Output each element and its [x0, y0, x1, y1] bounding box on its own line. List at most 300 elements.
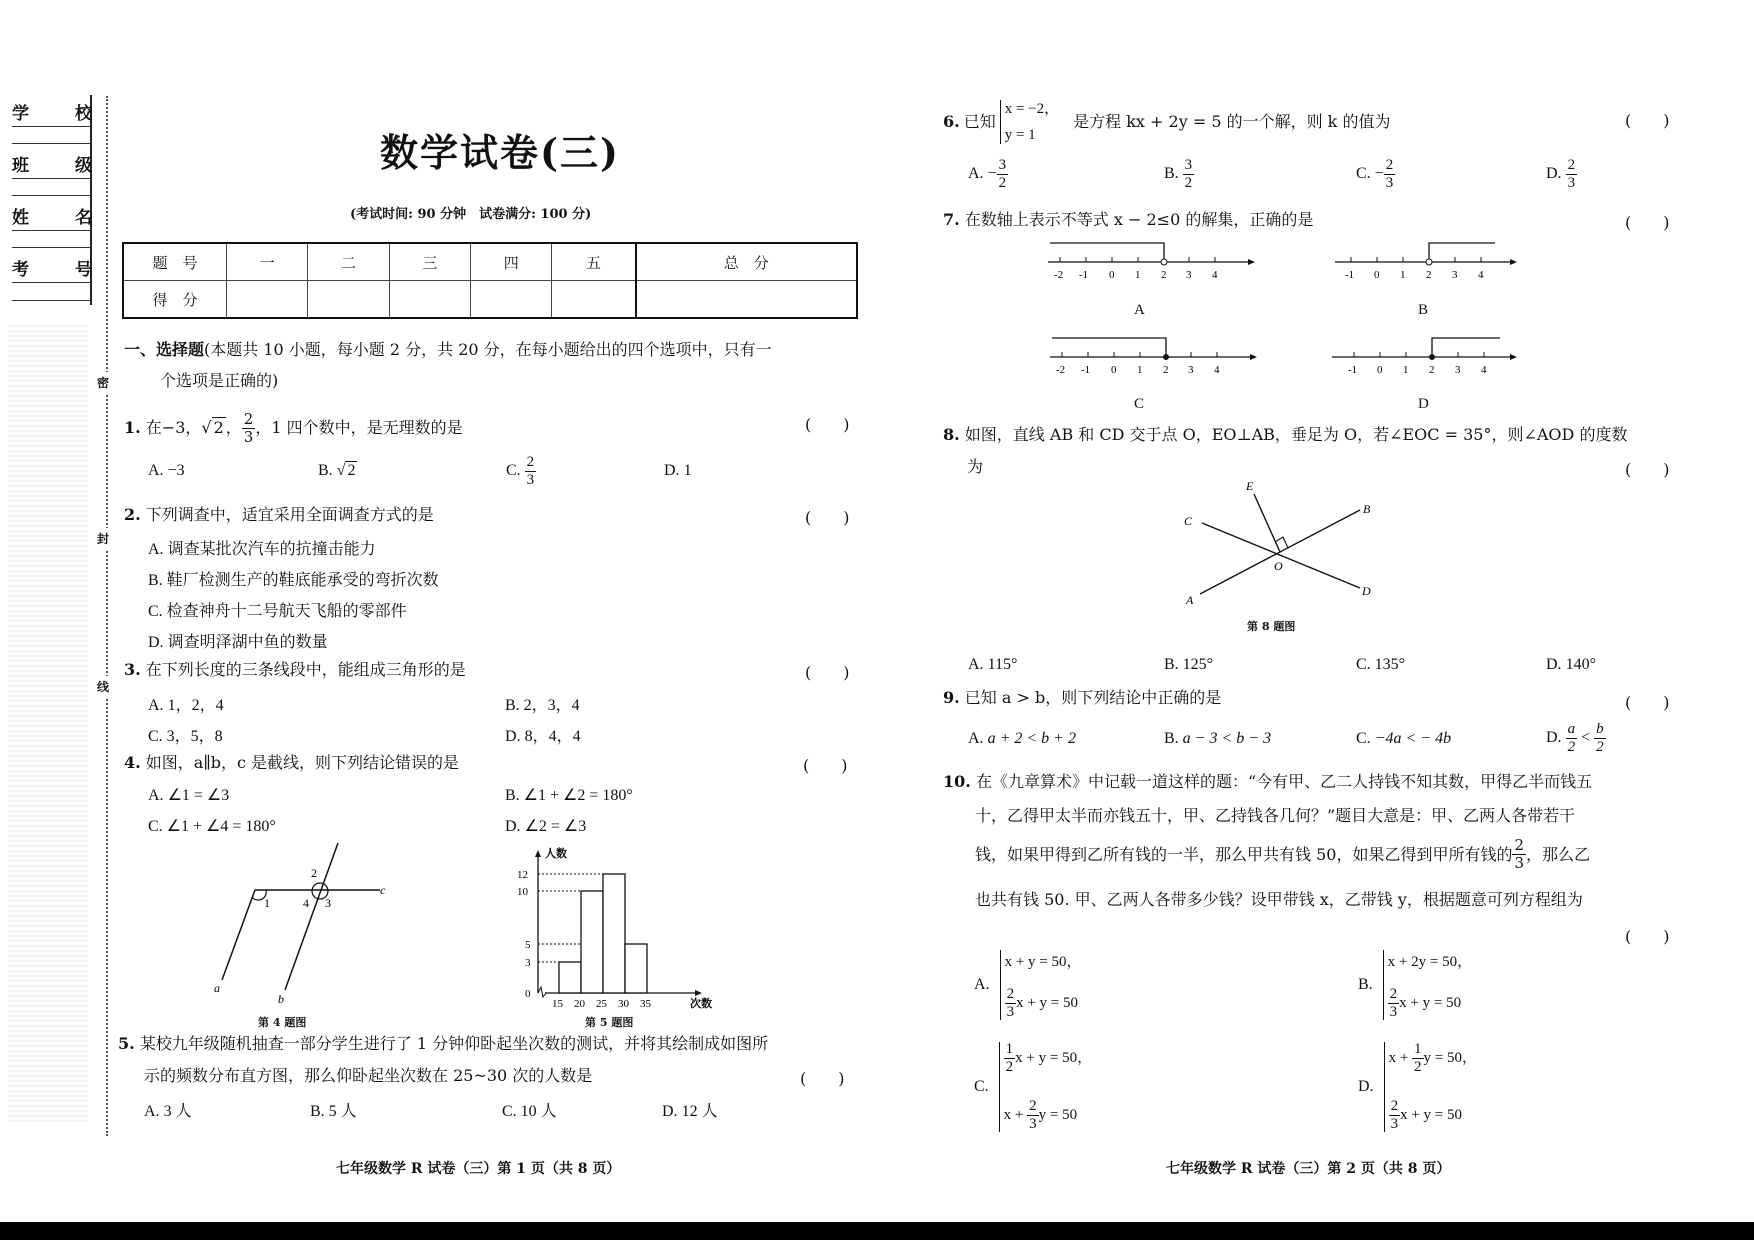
score-cell[interactable] — [552, 281, 636, 319]
option-label: D. — [505, 818, 521, 835]
equation-head: x + — [1003, 1106, 1028, 1123]
question-1: 1. 在−3，√ 2 ， $\frac{2}{3}$ ，1 四个数中，是无理数的是 — [124, 410, 463, 446]
option-value: 1 — [683, 462, 692, 479]
svg-text:4: 4 — [1212, 269, 1218, 281]
fraction — [1412, 1042, 1424, 1075]
option-value: 10 人 — [520, 1103, 557, 1120]
angle-label: 2 — [311, 866, 317, 880]
option-b[interactable] — [505, 692, 580, 715]
number-line-c-label: C — [1134, 396, 1145, 412]
equation-system — [1000, 100, 1059, 144]
denominator: 3 — [526, 472, 535, 488]
answer-blank[interactable]: ( ) — [1625, 693, 1670, 712]
option-a[interactable] — [968, 656, 1017, 674]
question-text: ，1 四个数中，是无理数的是 — [255, 418, 463, 437]
answer-blank[interactable]: ( ) — [805, 508, 850, 527]
denominator: 3 — [1389, 1004, 1398, 1020]
fraction — [1027, 1099, 1039, 1132]
question-text: 某校九年级随机抽查一部分学生进行了 1 分钟仰卧起坐次数的测试，并将其绘制成如图所 — [139, 1034, 769, 1053]
line-label: b — [278, 992, 284, 1006]
equation-tail: y = 50 — [1038, 1106, 1078, 1123]
point-label: A — [1186, 593, 1194, 607]
option-d[interactable] — [148, 629, 328, 652]
option-label: D. — [505, 728, 521, 745]
equation — [1004, 1042, 1092, 1075]
y-axis-label: 人数 — [545, 848, 567, 860]
svg-text:-1: -1 — [1079, 269, 1089, 281]
scan-border-bar — [0, 1222, 1754, 1240]
question-text: 钱，如果甲得到乙所有钱的一半，那么甲共有钱 50，如果乙得到甲所有钱的 — [975, 844, 1513, 864]
label-char: 学 — [12, 104, 29, 124]
option-label: B. — [148, 572, 163, 589]
option-a[interactable] — [968, 158, 1008, 191]
svg-text:-2: -2 — [1056, 364, 1066, 376]
option-label: C. — [148, 818, 163, 835]
question-number: 7. — [943, 210, 960, 229]
line-label: a — [214, 981, 220, 995]
question-number: 4. — [124, 753, 141, 772]
option-label: A. — [144, 1103, 160, 1120]
option-label: D. — [664, 462, 680, 479]
fraction — [1004, 1042, 1016, 1075]
fraction — [997, 158, 1009, 191]
option-d[interactable] — [505, 816, 586, 836]
svg-text:3: 3 — [1188, 364, 1194, 376]
svg-text:3: 3 — [1455, 364, 1461, 376]
option-c[interactable] — [1356, 656, 1405, 674]
option-d[interactable] — [1546, 656, 1596, 674]
numerator: a — [1567, 721, 1576, 737]
fraction — [1512, 838, 1526, 871]
equation-tail: x + y = 50 — [1400, 1106, 1462, 1123]
point-label: E — [1246, 479, 1254, 493]
score-table — [122, 242, 858, 319]
option-d[interactable] — [1546, 722, 1606, 755]
exam-info: (考试时间: 90 分钟 试卷满分: 100 分) — [350, 207, 592, 222]
option-label: D. — [1546, 729, 1562, 747]
equation-tail: x + y = 50， — [1015, 1049, 1093, 1066]
option-a[interactable] — [144, 1098, 192, 1121]
x-tick: 30 — [618, 998, 629, 1010]
number-line-c[interactable] — [1050, 335, 1260, 380]
svg-text:0: 0 — [1111, 364, 1117, 376]
question-text: ，那么乙 — [1526, 844, 1591, 864]
option-d[interactable] — [664, 462, 692, 480]
denominator: 3 — [1390, 1116, 1399, 1132]
numerator: 3 — [1184, 157, 1193, 173]
option-value: 2，3，4 — [523, 697, 580, 714]
svg-text:2: 2 — [1163, 364, 1169, 376]
y-tick: 12 — [517, 869, 528, 881]
numerator: 1 — [1414, 1041, 1422, 1057]
answer-blank[interactable]: ( ) — [1625, 213, 1670, 232]
svg-text:4: 4 — [1214, 364, 1220, 376]
question-text: 下列调查中，适宜采用全面调查方式的是 — [145, 505, 434, 524]
sqrt-value: 2 — [213, 418, 224, 437]
option-a[interactable] — [148, 536, 376, 559]
numerator: 2 — [1385, 157, 1394, 173]
answer-blank[interactable]: ( ) — [1625, 927, 1670, 946]
header-label: 题 号 — [123, 243, 227, 281]
number-line-d-label: D — [1418, 396, 1429, 412]
question-number: 2. — [124, 505, 141, 524]
option-value: 5 人 — [328, 1103, 357, 1120]
bar-20-25 — [581, 891, 603, 993]
figure-8-caption: 第 8 题图 — [1247, 620, 1296, 633]
svg-text:2: 2 — [1426, 269, 1432, 281]
question-text: 在数轴上表示不等式 x − 2≤0 的解集，正确的是 — [964, 210, 1314, 229]
x-axis-label: 次数 — [690, 998, 712, 1010]
option-label: C. — [1356, 730, 1371, 747]
denominator: 3 — [1385, 175, 1394, 191]
option-value: ∠1 + ∠4 = 180° — [166, 818, 276, 835]
denominator: 2 — [1414, 1059, 1422, 1075]
question-number: 9. — [943, 688, 960, 707]
option-value: a + 2 < b + 2 — [987, 730, 1076, 747]
svg-text:2: 2 — [1429, 364, 1435, 376]
answer-blank[interactable]: ( ) — [1625, 460, 1670, 479]
seal-mark-xian: 线 — [97, 676, 109, 697]
option-value: 3，5，8 — [166, 728, 223, 745]
question-text: 是方程 kx + 2y = 5 的一个解，则 k 的值为 — [1073, 112, 1391, 132]
option-label: D. — [148, 634, 164, 651]
option-value: 调查明泽湖中鱼的数量 — [167, 634, 328, 651]
numerator: 2 — [1567, 157, 1576, 173]
question-6 — [943, 100, 1390, 144]
option-b[interactable] — [1164, 656, 1213, 674]
option-label: B. — [1164, 656, 1179, 673]
seal-dotted-line — [106, 96, 108, 1136]
score-row-label: 得 分 — [123, 281, 227, 319]
page-1-footer: 七年级数学 R 试卷（三）第 1 页（共 8 页） — [336, 1161, 621, 1177]
relation: < — [1581, 729, 1591, 747]
section-title: 一、选择题 — [124, 340, 205, 359]
question-text: 在下列长度的三条线段中，能组成三角形的是 — [145, 660, 466, 679]
equation-system — [1384, 1042, 1477, 1132]
fraction — [1594, 722, 1606, 755]
column-header: 三 — [389, 243, 470, 281]
equation: x = −2， — [1004, 101, 1060, 117]
numerator: 2 — [243, 410, 254, 428]
svg-text:0: 0 — [1377, 364, 1383, 376]
svg-text:0: 0 — [1374, 269, 1380, 281]
bar-30-35 — [625, 944, 647, 993]
equation-system — [999, 1042, 1092, 1132]
label-char: 班 — [12, 156, 29, 176]
answer-blank[interactable]: ( ) — [805, 415, 850, 434]
point-label: C — [1184, 514, 1193, 528]
option-value: 8，4，4 — [524, 728, 581, 745]
question-10-line3 — [975, 838, 1590, 871]
option-d[interactable] — [1546, 158, 1577, 191]
question-number: 1. — [124, 418, 141, 437]
question-number: 3. — [124, 660, 141, 679]
page-title: 数学试卷(三) — [380, 130, 620, 175]
option-label: A. — [148, 462, 164, 479]
option-label: B. — [505, 787, 520, 804]
score-cell[interactable] — [227, 281, 308, 319]
option-label: A. — [148, 697, 164, 714]
question-number: 6. — [943, 112, 960, 132]
option-value: −4a < − 4b — [1374, 730, 1452, 747]
field-exam-number-input[interactable] — [12, 300, 92, 301]
denominator: 2 — [1567, 739, 1576, 755]
denominator: 3 — [1006, 1004, 1015, 1020]
section-instruction-cont: 个选项是正确的) — [160, 371, 279, 390]
label-char: 名 — [75, 208, 92, 228]
fraction — [1384, 158, 1396, 191]
answer-blank[interactable]: ( ) — [805, 663, 850, 682]
bar-25-30 — [603, 874, 625, 993]
label-char: 级 — [75, 156, 92, 176]
option-c[interactable] — [148, 598, 407, 621]
fraction — [242, 412, 256, 445]
question-text: 在−3， — [145, 418, 202, 437]
number-line-a[interactable] — [1048, 240, 1258, 285]
option-label: B. — [318, 462, 333, 479]
question-4 — [124, 753, 459, 772]
equation: x + 2y = 50， — [1387, 954, 1473, 970]
option-d[interactable] — [505, 723, 581, 746]
section-instruction: (本题共 10 小题，每小题 2 分，共 20 分，在每小题给出的四个选项中，只有一 — [204, 340, 772, 359]
option-value: 2 — [347, 462, 356, 479]
x-tick: 25 — [596, 998, 607, 1010]
point-label: B — [1363, 502, 1371, 516]
svg-text:1: 1 — [1137, 364, 1143, 376]
svg-text:2: 2 — [1161, 269, 1167, 281]
option-label: B. — [1164, 730, 1179, 747]
answer-blank[interactable]: ( ) — [800, 1069, 845, 1088]
option-value: ∠1 + ∠2 = 180° — [523, 787, 633, 804]
option-b[interactable] — [1164, 730, 1271, 748]
answer-blank[interactable]: ( ) — [803, 756, 848, 775]
svg-text:-1: -1 — [1348, 364, 1358, 376]
question-text: 在《九章算术》中记载一道这样的题：“今有甲、乙二人持钱不知其数，甲得乙半而钱五 — [975, 772, 1593, 791]
question-5 — [118, 1034, 768, 1053]
y-tick: 3 — [525, 957, 531, 969]
score-table-score-row — [123, 281, 857, 319]
option-b[interactable] — [310, 1098, 357, 1121]
option-value: 115° — [987, 656, 1018, 673]
option-c[interactable] — [148, 816, 276, 836]
line-label: c — [380, 883, 386, 897]
angle-label: 1 — [264, 896, 270, 910]
option-c[interactable] — [1356, 730, 1451, 748]
y-tick: 0 — [525, 988, 531, 1000]
equation-tail: y = 50， — [1423, 1049, 1477, 1066]
option-b[interactable] — [1164, 158, 1194, 191]
equation-head: x + — [1388, 1049, 1413, 1066]
option-label: C. — [1356, 165, 1371, 183]
label-char: 校 — [75, 104, 92, 124]
column-header: 五 — [552, 243, 636, 281]
score-cell-total[interactable] — [636, 281, 857, 319]
option-value: 1，2，4 — [167, 697, 224, 714]
option-value: 3 人 — [163, 1103, 192, 1120]
option-label: C. — [974, 1078, 989, 1095]
numerator: b — [1596, 721, 1604, 737]
y-tick: 10 — [517, 886, 528, 898]
option-d[interactable] — [662, 1098, 718, 1121]
figure-8-intersecting-lines — [1170, 480, 1390, 620]
denominator: 3 — [243, 428, 254, 446]
svg-text:-1: -1 — [1081, 364, 1091, 376]
figure-5-histogram — [495, 845, 725, 1015]
equation-tail: x + y = 50 — [1399, 994, 1462, 1011]
numerator: 2 — [526, 454, 535, 470]
question-2 — [124, 505, 434, 524]
question-number: 8. — [943, 425, 960, 444]
option-c[interactable] — [506, 455, 536, 488]
number-line-d[interactable] — [1332, 335, 1522, 380]
option-c[interactable] — [148, 723, 223, 746]
fraction — [1388, 987, 1400, 1020]
field-exam-number-label — [12, 255, 92, 283]
option-c[interactable] — [502, 1098, 557, 1121]
svg-text:1: 1 — [1400, 269, 1406, 281]
option-c[interactable] — [974, 1042, 1092, 1132]
option-a[interactable] — [968, 730, 1076, 748]
angle-label: 4 — [303, 896, 309, 910]
svg-text:1: 1 — [1135, 269, 1141, 281]
question-number: 5. — [118, 1034, 135, 1053]
equation — [1005, 987, 1082, 1020]
option-label: A. — [968, 730, 984, 747]
question-5-cont: 示的频数分布直方图，那么仰卧起坐次数在 25~30 次的人数是 — [144, 1066, 593, 1085]
denominator: 3 — [1567, 175, 1576, 191]
option-label: A. — [148, 787, 164, 804]
svg-text:3: 3 — [1452, 269, 1458, 281]
option-b[interactable] — [505, 785, 633, 805]
option-b[interactable]: B. √ 2 — [318, 462, 356, 479]
option-value: a − 3 < b − 3 — [1182, 730, 1272, 747]
svg-text:-1: -1 — [1345, 269, 1355, 281]
numerator: 1 — [1005, 1041, 1014, 1057]
question-8-cont: 为 — [967, 457, 984, 476]
column-header: 四 — [471, 243, 552, 281]
option-a[interactable] — [148, 692, 224, 715]
field-school-input[interactable] — [12, 143, 92, 144]
svg-text:-2: -2 — [1054, 269, 1064, 281]
option-label: B. — [310, 1103, 325, 1120]
fraction — [1183, 158, 1195, 191]
option-label: D. — [1546, 656, 1562, 673]
option-value: 135° — [1374, 656, 1406, 673]
question-text: 已知 a > b，则下列结论中正确的是 — [964, 688, 1222, 707]
option-value: 检查神舟十二号航天飞船的零部件 — [166, 603, 407, 620]
answer-blank[interactable]: ( ) — [1625, 111, 1670, 130]
number-line-b[interactable] — [1335, 240, 1525, 285]
svg-text:3: 3 — [1186, 269, 1192, 281]
option-a[interactable] — [148, 462, 185, 480]
x-tick: 35 — [640, 998, 651, 1010]
option-value: ∠1 = ∠3 — [167, 787, 230, 804]
question-10 — [943, 772, 1592, 791]
option-value: −3 — [167, 462, 185, 479]
svg-text:4: 4 — [1478, 269, 1484, 281]
point-label: D — [1362, 584, 1371, 598]
option-label: C. — [148, 603, 163, 620]
field-class-input[interactable] — [12, 195, 92, 196]
denominator: 2 — [1596, 739, 1604, 755]
angle-label: 3 — [325, 896, 331, 910]
equation-tail: x + y = 50 — [1016, 994, 1078, 1011]
option-label: C. — [506, 462, 521, 480]
fraction — [525, 455, 537, 488]
seal-mark-feng: 封 — [97, 528, 109, 549]
option-c[interactable] — [1356, 158, 1395, 191]
denominator: 2 — [1005, 1059, 1014, 1075]
option-label: D. — [1546, 165, 1562, 183]
svg-text:1: 1 — [1403, 364, 1409, 376]
field-name-input[interactable] — [12, 247, 92, 248]
numerator: 3 — [998, 157, 1007, 173]
column-header-total: 总 分 — [636, 243, 857, 281]
denominator: 3 — [1029, 1116, 1037, 1132]
section-heading — [124, 340, 772, 359]
option-value: 125° — [1182, 656, 1214, 673]
question-3 — [124, 660, 466, 679]
equation: y = 1 — [1004, 127, 1036, 143]
sign: − — [987, 165, 997, 183]
score-cell[interactable] — [471, 281, 552, 319]
y-tick: 5 — [525, 939, 531, 951]
option-value: 调查某批次汽车的抗撞击能力 — [167, 541, 376, 558]
option-label: C. — [148, 728, 163, 745]
fraction — [1566, 722, 1578, 755]
option-a[interactable] — [148, 785, 229, 805]
question-text: 已知 — [963, 112, 996, 132]
option-value: 12 人 — [681, 1103, 718, 1120]
page-2-footer: 七年级数学 R 试卷（三）第 2 页（共 8 页） — [1166, 1161, 1451, 1177]
numerator: 2 — [1390, 1098, 1399, 1114]
figure-4-caption: 第 4 题图 — [258, 1016, 307, 1029]
question-10-line2: 十，乙得甲太半而亦钱五十，甲、乙持钱各几何？”题目大意是：甲、乙两人各带若干 — [975, 806, 1576, 825]
option-label: A. — [974, 976, 990, 993]
bar-15-20 — [559, 962, 581, 993]
question-number: 10. — [943, 772, 971, 791]
option-label: B. — [505, 697, 520, 714]
option-label: A. — [968, 165, 984, 183]
seal-mark-mi: 密 — [97, 372, 109, 393]
option-label: D. — [1358, 1078, 1374, 1095]
option-b[interactable] — [148, 567, 439, 590]
score-cell[interactable] — [308, 281, 389, 319]
option-label: C. — [502, 1103, 517, 1120]
option-label: B. — [1164, 165, 1179, 183]
number-line-a-label: A — [1134, 302, 1145, 318]
option-value: 140° — [1565, 656, 1596, 673]
numerator: 2 — [1006, 986, 1015, 1002]
sign: − — [1374, 165, 1384, 183]
question-10-line4: 也共有钱 50. 甲、乙两人各带多少钱？设甲带钱 x，乙带钱 y，根据题意可列方程组为 — [975, 890, 1583, 909]
figure-4-parallel-lines — [200, 835, 420, 1010]
column-header: 二 — [308, 243, 389, 281]
field-name-label — [12, 203, 92, 231]
column-header: 一 — [227, 243, 308, 281]
x-tick: 20 — [574, 998, 585, 1010]
score-cell[interactable] — [389, 281, 470, 319]
question-8 — [943, 425, 1627, 444]
equation-system — [1383, 950, 1472, 1020]
option-label: B. — [1358, 976, 1373, 993]
option-a[interactable] — [974, 950, 1081, 1020]
option-b[interactable] — [1358, 950, 1472, 1020]
question-text: 如图，a∥b，c 是截线，则下列结论错误的是 — [145, 753, 460, 772]
option-d[interactable] — [1358, 1042, 1477, 1132]
score-table-header-row — [123, 243, 857, 281]
denominator: 2 — [998, 175, 1007, 191]
